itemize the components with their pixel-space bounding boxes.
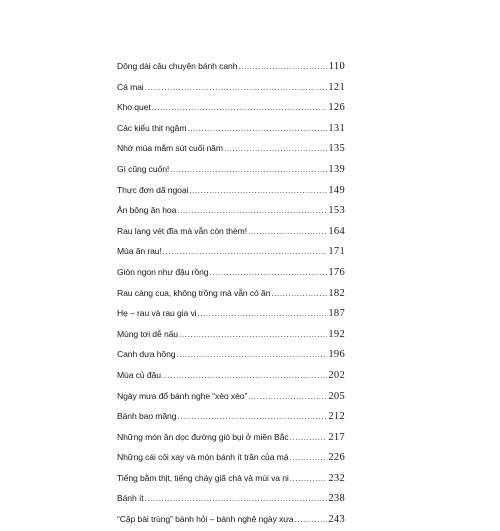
toc-entry-title: Cá mai (117, 81, 144, 92)
dot-leader (177, 407, 327, 428)
toc-entry (117, 303, 345, 324)
table-of-contents (117, 56, 345, 530)
dot-leader (289, 448, 327, 469)
toc-entry-title: Dông dài câu chuyện bánh canh (117, 61, 238, 71)
dot-leader (162, 366, 327, 387)
toc-entry-page: 153 (328, 205, 345, 217)
toc-entry-title: Ăn bông ăn hoa (117, 205, 177, 216)
dot-leader (189, 181, 327, 202)
toc-entry-page: 131 (328, 122, 345, 134)
dot-leader (248, 387, 327, 408)
dot-leader (145, 78, 328, 99)
toc-entry-page: 139 (328, 163, 345, 175)
dot-leader (179, 325, 327, 346)
toc-entry-page: 196 (328, 349, 345, 361)
toc-entry (117, 77, 345, 98)
toc-entry-page: 217 (328, 431, 345, 443)
toc-entry (117, 159, 345, 180)
dot-leader (176, 345, 327, 366)
dot-leader (187, 119, 327, 140)
toc-entry-page: 205 (328, 390, 345, 402)
dot-leader (290, 469, 328, 490)
toc-entry-page: 149 (328, 184, 345, 196)
toc-entry (117, 97, 345, 118)
dot-leader (152, 98, 328, 119)
toc-entry-title: Những cái cối xay và món bánh ít trần của má (117, 452, 289, 463)
toc-entry-title: Mùa ăn rau! (117, 246, 162, 257)
toc-entry (117, 283, 345, 304)
toc-entry (117, 447, 345, 468)
toc-entry (117, 344, 345, 365)
toc-entry (117, 138, 345, 159)
dot-leader (177, 201, 327, 222)
dot-leader (238, 57, 327, 78)
toc-entry (117, 509, 345, 530)
toc-entry-page: 187 (328, 308, 345, 320)
toc-entry-page: 182 (328, 287, 345, 299)
toc-entry-title: Những món ăn dọc đường gió bụi ở miền Bắc (117, 431, 289, 442)
dot-leader (224, 139, 327, 160)
toc-entry-page: 212 (328, 411, 345, 423)
dot-leader (170, 160, 327, 181)
toc-entry-page: 121 (328, 81, 345, 93)
dot-leader (248, 222, 327, 243)
toc-entry-page: 171 (328, 246, 345, 258)
toc-entry-page: 126 (328, 102, 345, 114)
toc-entry-title: Hẹ – rau và rau gia vị (117, 308, 197, 319)
toc-entry (117, 180, 345, 201)
dot-leader (197, 304, 327, 325)
toc-entry (117, 386, 345, 407)
toc-entry-title: Mùa củ đậu (117, 369, 161, 380)
toc-entry-title: Mùng tơi dễ nấu (117, 328, 178, 339)
toc-entry-page: 176 (328, 266, 345, 278)
toc-entry-page: 110 (328, 61, 345, 72)
toc-entry (117, 200, 345, 221)
toc-entry-title: Bánh bao măng (117, 411, 177, 422)
toc-entry (117, 118, 345, 139)
toc-entry (117, 221, 345, 242)
toc-entry (117, 324, 345, 345)
dot-leader (209, 263, 327, 284)
toc-entry (117, 262, 345, 283)
dot-leader (271, 284, 327, 305)
toc-entry-title: Bánh ít (117, 493, 144, 504)
toc-entry-title: Các kiểu thịt ngâm (117, 122, 187, 133)
toc-entry-title: Tiếng bằm thịt, tiếng cháy giã chả và mùi va ni (117, 472, 289, 483)
toc-entry-page: 238 (328, 493, 345, 505)
toc-entry-page: 192 (328, 328, 345, 340)
toc-entry-page: 164 (328, 225, 345, 237)
toc-entry-title: Rau càng cua, không trồng mà vẫn có ăn (117, 287, 271, 298)
toc-entry-title: Kho quẹt (117, 102, 151, 113)
toc-entry-title: Ngày mưa đổ bánh nghe “xèo xèo” (117, 390, 248, 401)
toc-entry-title: Rau lang vét đĩa mà vẫn còn thèm! (117, 225, 247, 236)
toc-entry (117, 56, 345, 77)
toc-entry-page: 202 (328, 369, 345, 381)
toc-entry-page: 243 (328, 514, 345, 526)
dot-leader (163, 242, 328, 263)
dot-leader (290, 428, 328, 449)
toc-entry-title: Canh dưa hồng (117, 349, 176, 360)
toc-entry-title: Giòn ngon như đậu rồng (117, 266, 209, 277)
toc-entry (117, 241, 345, 262)
toc-entry-page: 226 (328, 452, 345, 464)
toc-entry-title: Thực đơn dã ngoại (117, 184, 189, 195)
toc-entry (117, 488, 345, 509)
toc-entry-title: “Cặp bài trùng” bánh hỏi – bánh nghệ ngày xưa (117, 514, 294, 525)
toc-entry (117, 468, 345, 489)
toc-entry-title: Gì cũng cuốn! (117, 163, 170, 174)
toc-entry (117, 427, 345, 448)
toc-entry-page: 232 (328, 472, 345, 484)
toc-entry-title: Nhớ mùa mắm sút cuối năm (117, 143, 223, 154)
toc-entry-page: 135 (328, 143, 345, 155)
dot-leader (295, 510, 328, 531)
toc-entry (117, 406, 345, 427)
toc-entry (117, 365, 345, 386)
